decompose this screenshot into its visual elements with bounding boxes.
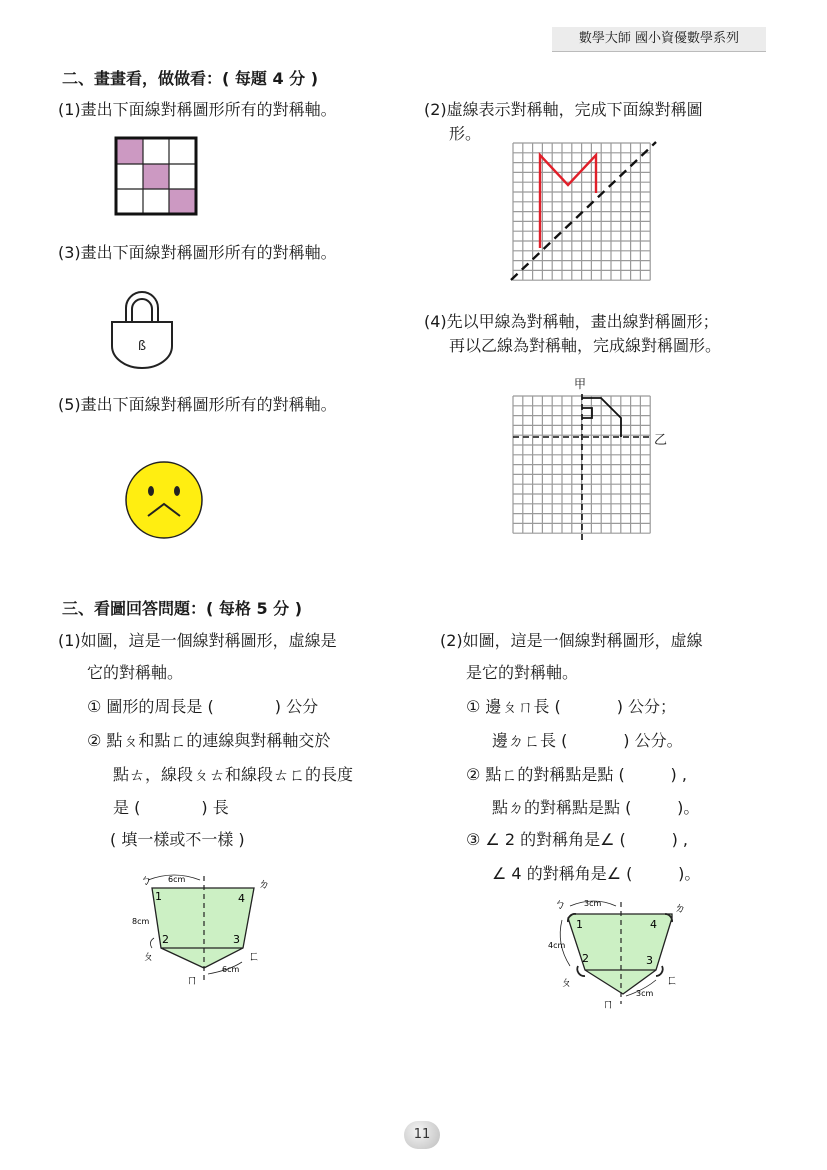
fig2-angle-4: 4 xyxy=(650,918,657,931)
axis-label-yi: 乙 xyxy=(654,433,668,448)
keyhole-icon: ß xyxy=(137,339,147,354)
question-2-5: (5)畫出下面線對稱圖形所有的對稱軸。 xyxy=(58,395,337,414)
sad-face-figure xyxy=(122,460,208,542)
fig2-side-length: 4cm xyxy=(548,941,566,950)
q3-1-intro-line1: (1)如圖，這是一個線對稱圖形，虛線是 xyxy=(58,631,337,650)
fig1-angle-4: 4 xyxy=(238,892,245,905)
question-2-3: (3)畫出下面線對稱圖形所有的對稱軸。 xyxy=(58,243,337,262)
hexagon-figure-2 xyxy=(544,890,694,1014)
symmetry-grid-q2 xyxy=(508,140,658,284)
page-number: 11 xyxy=(404,1121,440,1149)
shaded-cell xyxy=(169,189,195,214)
pentagon-figure-1 xyxy=(130,866,280,990)
fig1-point-2: ㄉ xyxy=(258,877,271,891)
q3-1-intro-line2: 它的對稱軸。 xyxy=(87,663,184,682)
fig2-angle-1: 1 xyxy=(576,918,583,931)
fig2-point-4: ㄈ xyxy=(666,973,679,987)
fig2-angle-2: 2 xyxy=(582,952,589,965)
question-2-4-line1: (4)先以甲線為對稱軸，畫出線對稱圖形； xyxy=(424,312,719,331)
q3-2-answer-2-line2: 點ㄉ的對稱點是點 ( )。 xyxy=(492,798,700,817)
fig1-side-length: 8cm xyxy=(132,917,150,926)
q3-2-intro-line1: (2)如圖，這是一個線對稱圖形，虛線 xyxy=(440,631,703,650)
fig1-point-4: ㄈ xyxy=(248,949,261,963)
q3-1-answer-1: ① 圖形的周長是 ( ) 公分 xyxy=(87,697,319,716)
section-3-title: 三、看圖回答問題：( 每格 5 分 ) xyxy=(62,599,303,618)
fig2-point-5: ㄇ xyxy=(602,997,615,1011)
fig1-point-5: ㄇ xyxy=(186,973,199,987)
q3-1-answer-2-line2: 點ㄊ，線段ㄆㄊ和線段ㄊㄈ的長度 xyxy=(113,765,354,784)
q3-1-answer-2-line3: 是 ( ) 長 xyxy=(113,798,229,817)
fig1-point-3: ㄆ xyxy=(142,949,155,963)
series-header: 數學大師 國小資優數學系列 xyxy=(552,27,766,52)
fig1-point-1: ㄅ xyxy=(140,873,153,887)
lock-figure xyxy=(106,284,178,374)
shaded-grid-figure xyxy=(114,136,198,216)
fig1-angle-2: 2 xyxy=(162,933,169,946)
q3-2-intro-line2: 是它的對稱軸。 xyxy=(466,663,579,682)
fig1-angle-3: 3 xyxy=(233,933,240,946)
shaded-cell xyxy=(143,164,169,189)
fig2-bottom-length: 3cm xyxy=(636,989,654,998)
fig2-angle-3: 3 xyxy=(646,954,653,967)
question-2-2-line2: 形。 xyxy=(449,124,482,143)
question-2-2-line1: (2)虛線表示對稱軸，完成下面線對稱圖 xyxy=(424,100,703,119)
fig1-angle-1: 1 xyxy=(155,890,162,903)
question-2-4-line2: 再以乙線為對稱軸，完成線對稱圖形。 xyxy=(449,336,722,355)
section-2-title: 二、畫畫看，做做看：( 每題 4 分 ) xyxy=(62,69,319,88)
fig2-top-length: 3cm xyxy=(584,899,602,908)
symmetry-grid-q4 xyxy=(508,392,656,544)
q3-2-answer-1-line2: 邊ㄉㄈ長 ( ) 公分。 xyxy=(492,731,683,750)
q3-2-answer-3-line1: ③ ∠ 2 的對稱角是∠ ( ) , xyxy=(466,830,688,849)
fig1-bottom-length: 6cm xyxy=(222,965,240,974)
fig2-point-1: ㄅ xyxy=(554,897,567,911)
question-2-1: (1)畫出下面線對稱圖形所有的對稱軸。 xyxy=(58,100,337,119)
q3-2-answer-3-line2: ∠ 4 的對稱角是∠ ( )。 xyxy=(492,864,701,883)
shaded-cell xyxy=(117,139,143,164)
fig1-top-length: 6cm xyxy=(168,875,186,884)
q3-2-answer-1-line1: ① 邊ㄆㄇ長 ( ) 公分； xyxy=(466,697,677,716)
q3-1-answer-2-line1: ② 點ㄆ和點ㄈ的連線與對稱軸交於 xyxy=(87,731,331,750)
q3-1-answer-2-hint: ( 填一樣或不一樣 ) xyxy=(110,830,245,849)
fig2-point-3: ㄆ xyxy=(560,975,573,989)
axis-label-jia: 甲 xyxy=(574,377,587,391)
q3-2-answer-2-line1: ② 點ㄈ的對稱點是點 ( ) , xyxy=(466,765,687,784)
fig2-point-2: ㄉ xyxy=(674,901,687,915)
